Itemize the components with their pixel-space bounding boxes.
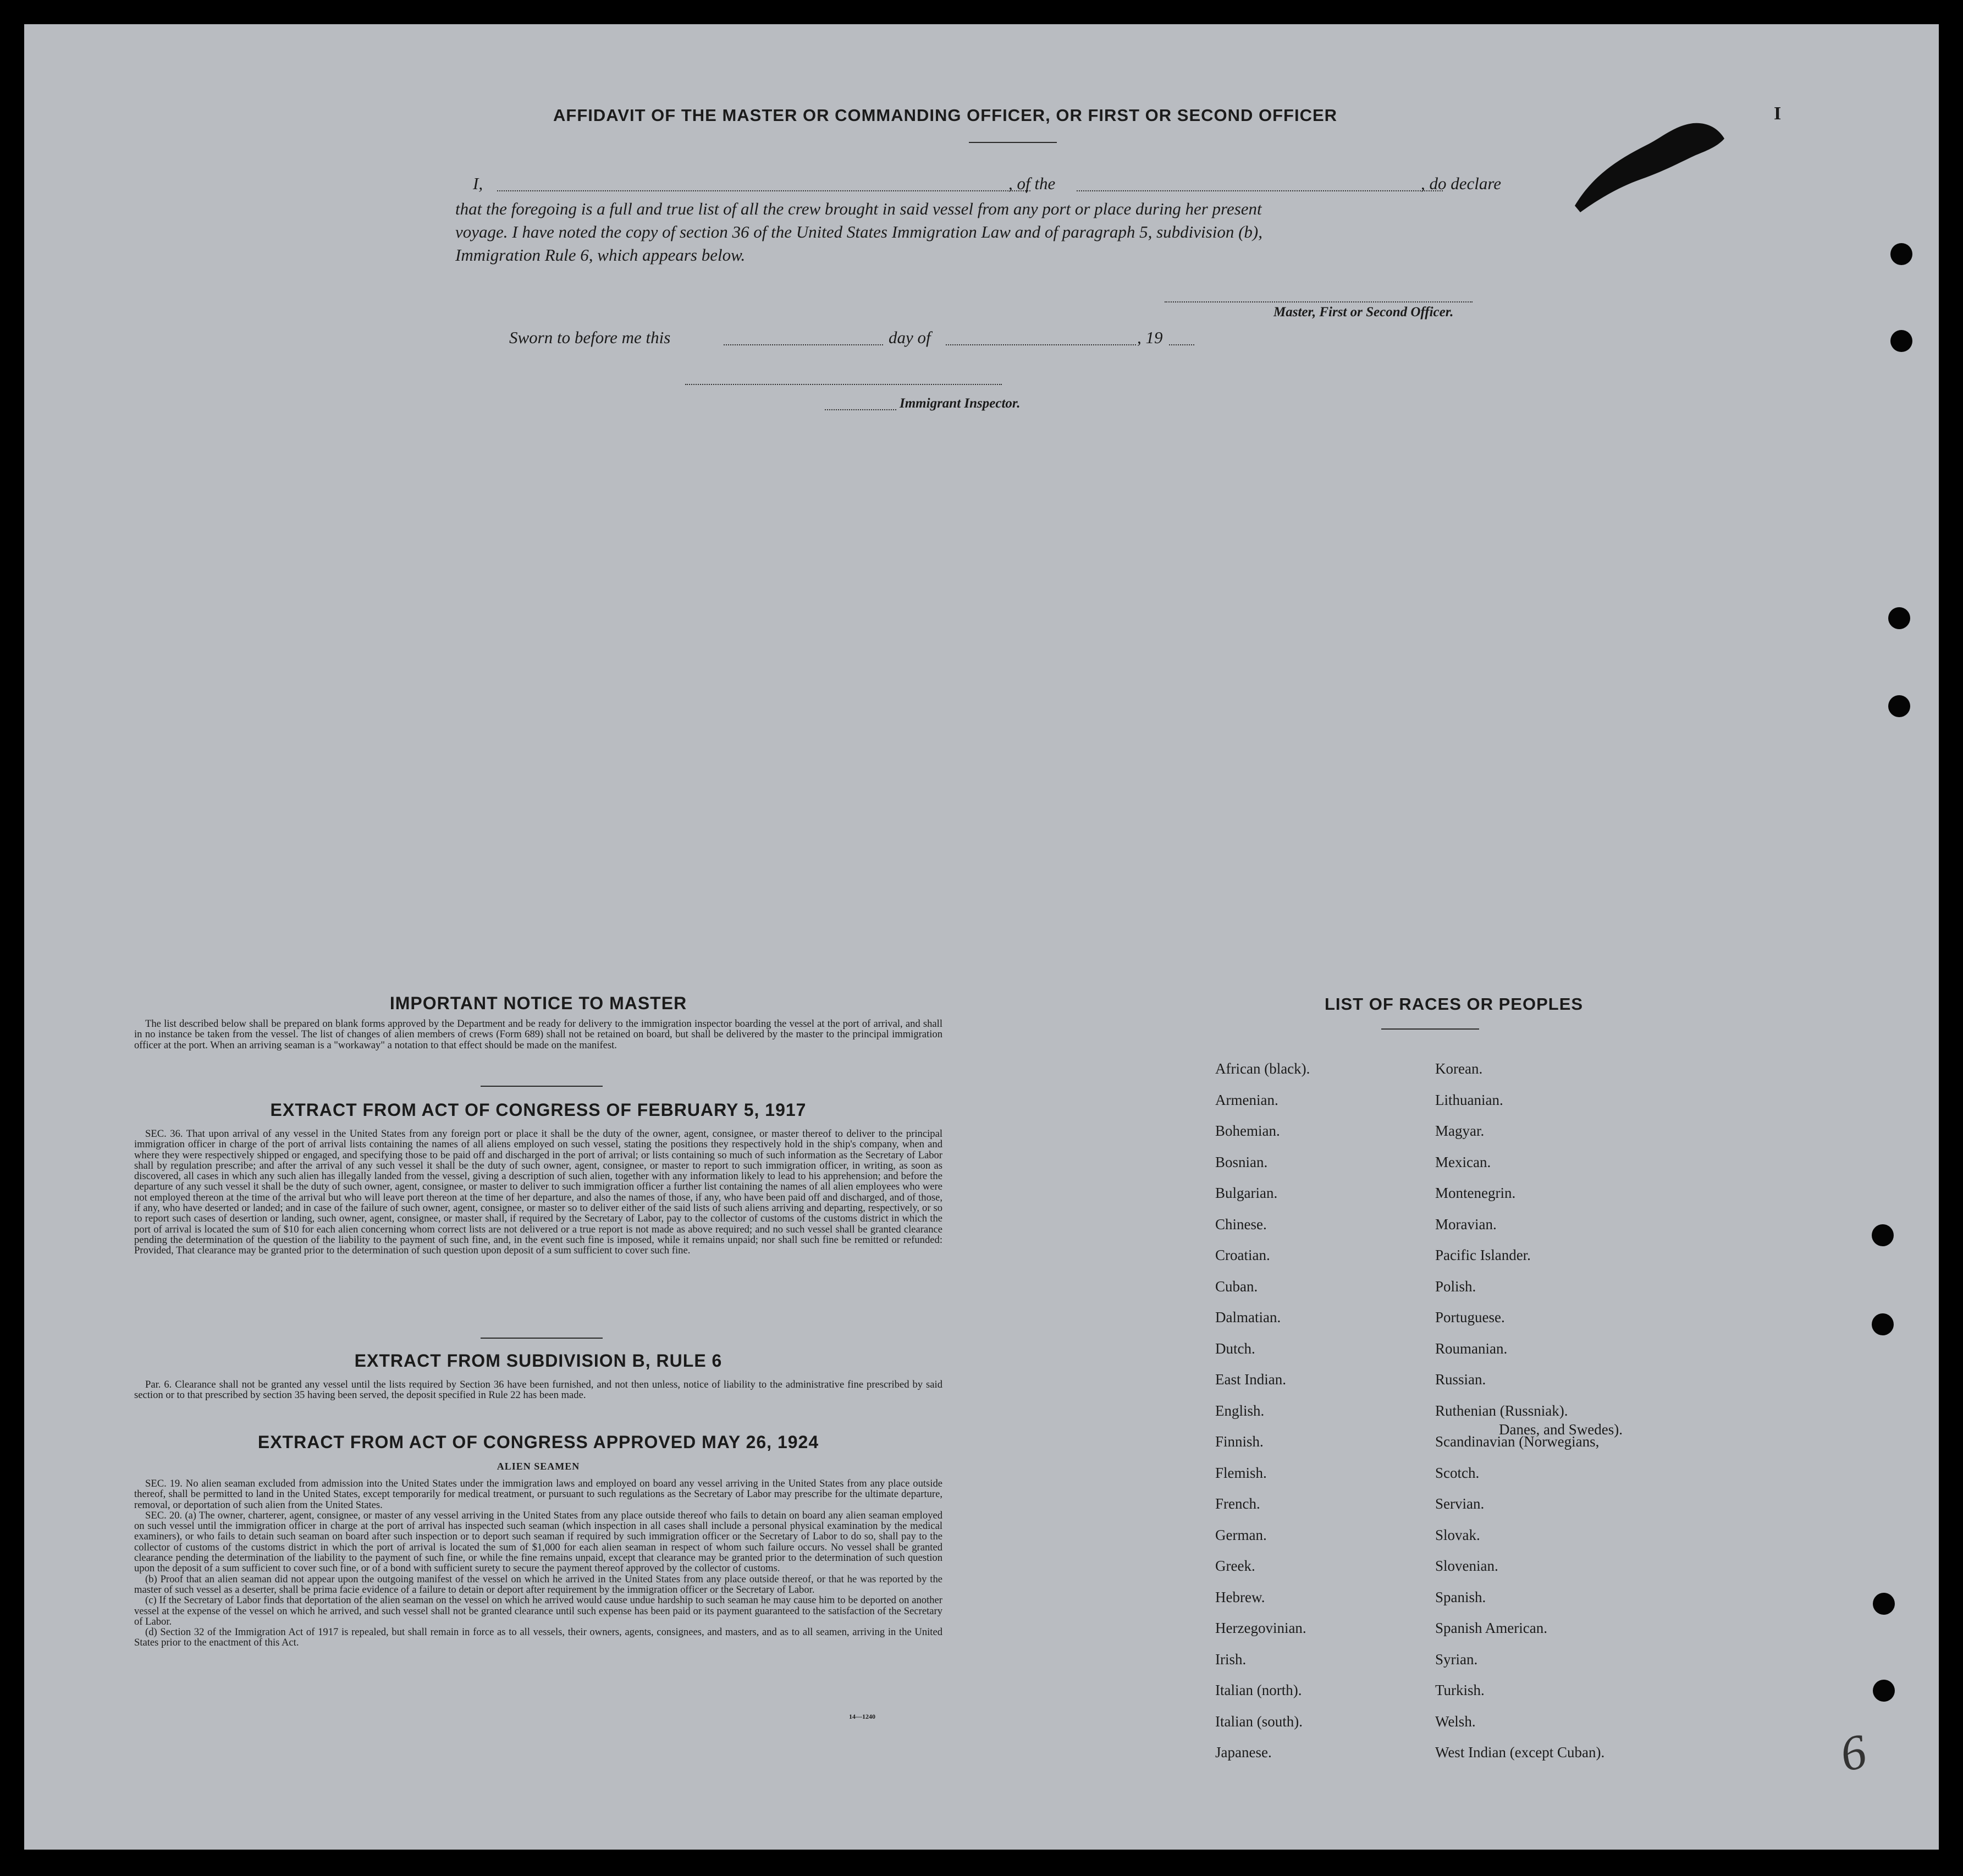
inspector-blank-short <box>825 409 896 410</box>
affidavit-statement-3: Immigration Rule 6, which appears below. <box>455 245 746 265</box>
affidavit-do-declare: , do declare <box>1421 174 1502 193</box>
race-right-item: Turkish. <box>1435 1682 1485 1698</box>
race-left-item: Bohemian. <box>1215 1123 1280 1139</box>
races-title-rule <box>1381 1028 1479 1030</box>
year-text: , 19 <box>1137 328 1163 347</box>
extract-1924-text <box>134 1478 942 1648</box>
affidavit-i: I, <box>473 174 483 193</box>
binder-hole <box>1888 607 1910 629</box>
affidavit-statement-1: that the foregoing is a full and true list of all the crew brought in said vessel from any port or place during her present <box>455 199 1262 218</box>
race-left-item: Dalmatian. <box>1215 1309 1281 1325</box>
extract-1917-rule <box>481 1338 603 1339</box>
race-left-item: German. <box>1215 1526 1267 1543</box>
sec19-paragraph: SEC. 19. No alien seaman excluded from admission into the United States under the immigration laws and employed on board any vessel arriving in the United States from any place outside thereof, shall be permitted to land in the United States, except temporarily for medical treatment, or pursuant to such regulations as the Secretary of Labor may prescribe for the ultimate departure, removal, or deportation of such alien from the United States. <box>134 1478 942 1511</box>
inspector-blank <box>685 384 1002 385</box>
binder-hole <box>1873 1593 1895 1615</box>
race-left-item: French. <box>1215 1495 1260 1512</box>
extract-1924-title: EXTRACT FROM ACT OF CONGRESS APPROVED MAY 26, 1924 <box>257 1432 819 1452</box>
race-right-item: Slovak. <box>1435 1526 1480 1543</box>
race-left-item: Armenian. <box>1215 1091 1278 1108</box>
race-right-item: Magyar. <box>1435 1123 1485 1139</box>
binder-hole <box>1872 1224 1894 1246</box>
race-left-item: Hebrew. <box>1215 1588 1265 1605</box>
sec20c-paragraph: (c) If the Secretary of Labor finds that deportation of the alien seaman on the vessel on which he arrived would cause undue hardship to such seaman he may cause him to be deported on another vessel at the expense of the vessel on which he arrived, and such vessel shall not be granted clearance until such expense has been paid or its payment guaranteed to the satisfaction of the Secretary of Labor. <box>134 1594 942 1627</box>
affidavit-title: AFFIDAVIT OF THE MASTER OR COMMANDING OFFICER, OR FIRST OR SECOND OFFICER <box>553 106 1338 125</box>
race-left-item: African (black). <box>1215 1060 1310 1077</box>
notice-text <box>134 1019 942 1050</box>
binder-hole <box>1888 695 1910 717</box>
race-right-item: Syrian. <box>1435 1651 1478 1668</box>
sec20b-paragraph: (b) Proof that an alien seaman did not appear upon the outgoing manifest of the vessel on which he arrived in the United States from any place outside thereof, or that he was reported by the master of such vessel as a deserter, shall be prima facie evidence of a failure to detain or deport after requirement by the immigration officer or the Secretary of Labor. <box>134 1573 942 1596</box>
race-left-item: Chinese. <box>1215 1215 1267 1233</box>
notice-paragraph: The list described below shall be prepared on blank forms approved by the Department and be ready for delivery to the immigration inspector boarding the vessel at the port of arrival, and shall in no instance be taken from the vessel. The list of changes of alien members of crews (Form 689) shall not be retained on board, but shall be delivered by the master to the principal immigration officer at the port. When an arriving seaman is a "workaway" a notation to that effect should be made on the manifest. <box>134 1018 942 1051</box>
extract-1917-text <box>134 1129 942 1256</box>
notice-rule <box>481 1086 603 1087</box>
race-right-item: West Indian (except Cuban). <box>1435 1744 1605 1761</box>
race-left-item: Italian (south). <box>1215 1713 1303 1730</box>
race-right-item: Montenegrin. <box>1435 1185 1516 1201</box>
race-left-item: Japanese. <box>1215 1744 1272 1761</box>
extract-1917-title: EXTRACT FROM ACT OF CONGRESS OF FEBRUARY 5, 1917 <box>270 1100 807 1120</box>
vessel-blank <box>1077 190 1443 191</box>
race-right-item: Spanish. <box>1435 1588 1486 1605</box>
race-left-item: Flemish. <box>1215 1464 1267 1481</box>
sworn-text: Sworn to before me this <box>509 328 671 347</box>
binder-hole <box>1890 330 1912 352</box>
name-blank <box>497 190 1030 191</box>
page-mark: I <box>1774 103 1782 124</box>
race-right-item: Korean. <box>1435 1060 1483 1077</box>
affidavit-statement-2: voyage. I have noted the copy of section 36 of the United States Immigration Law and of paragraph 5, subdivision (b), <box>455 222 1262 241</box>
ink-blot <box>1569 112 1729 222</box>
extract-rule6-title: EXTRACT FROM SUBDIVISION B, RULE 6 <box>354 1351 723 1371</box>
race-left-item: Irish. <box>1215 1651 1247 1668</box>
race-right-item: Polish. <box>1435 1278 1476 1295</box>
race-right-item: Scandinavian (Norwegians, <box>1435 1433 1600 1450</box>
race-left-item: Greek. <box>1215 1558 1255 1574</box>
extract-1917-paragraph: SEC. 36. That upon arrival of any vessel in the United States from any foreign port or place it shall be the duty of the owner, agent, consignee, or master thereof to deliver to the principal immigration officer in charge of the port of arrival lists containing the names of all aliens employed on such vessel, stating the positions they respectively hold in the ship's company, when and where they were respectively shipped or engaged, and specifying those to be paid off and discharged in the port of arrival; or lists containing so much of such information as the Secretary of Labor shall by regulation prescribe; and after the arrival of any such vessel it shall be the duty of such owner, agent, consignee, or master to report to such immigration officer, in writing, as soon as discovered, all cases in which any such alien has illegally landed from the vessel, giving a description of such alien, together with any information likely to lead to his apprehension; and before the departure of any such vessel it shall be the duty of such owner, agent, consignee, or master to deliver to such immigration officer a further list containing the names of all alien employees who were not employed thereon at the time of the arrival but who will leave port thereon at the time of her departure, and also the names of those, if any, who have been paid off and discharged, and of those, if any, who have deserted or landed; and in case of the failure of such owner, agent, consignee, or master so to deliver either of the said lists of such aliens arriving and departing, respectively, or so to report such cases of desertion or landing, such owner, agent, consignee, or master shall, if required by the Secretary of Labor, pay to the collector of customs of the customs district in which the port of arrival is located the sum of $10 for each alien concerning whom correct lists are not delivered or a true report is not made as above required; and no such vessel shall be granted clearance pending the determination of the question of the liability to the payment of such fine, and, in the event such fine is imposed, while it remains unpaid; nor shall such fine be remitted or refunded: Provided, That clearance may be granted prior to the determination of such question upon deposit of a sum sufficient to cover such fine. <box>134 1128 942 1257</box>
race-right-item: Mexican. <box>1435 1153 1491 1170</box>
day-of-text: day of <box>889 328 931 347</box>
race-left-item: Finnish. <box>1215 1433 1264 1450</box>
race-left-item: Dutch. <box>1215 1340 1255 1357</box>
binder-hole <box>1872 1313 1894 1335</box>
signature-blank <box>1165 301 1473 302</box>
races-title: LIST OF RACES OR PEOPLES <box>1324 994 1584 1014</box>
form-number: 14—1240 <box>849 1713 875 1720</box>
race-right-item: Welsh. <box>1435 1713 1476 1730</box>
race-left-item: Cuban. <box>1215 1278 1258 1295</box>
race-right-item: Portuguese. <box>1435 1309 1505 1325</box>
race-left-item: East Indian. <box>1215 1371 1286 1388</box>
extract-rule6-paragraph: Par. 6. Clearance shall not be granted any vessel until the lists required by Section 36 have been furnished, and not then unless, notice of liability to the administrative fine prescribed by said section or to that prescribed by section 35 having been served, the deposit specified in Rule 22 has been made. <box>134 1379 942 1401</box>
race-right-item: Russian. <box>1435 1371 1486 1388</box>
race-left-item: Bulgarian. <box>1215 1185 1278 1201</box>
race-left-item: Croatian. <box>1215 1247 1270 1263</box>
race-left-item: Bosnian. <box>1215 1153 1268 1170</box>
race-left-item: Italian (north). <box>1215 1682 1302 1698</box>
binder-hole <box>1873 1680 1895 1702</box>
race-left-item: English. <box>1215 1402 1265 1419</box>
race-left-item: Herzegovinian. <box>1215 1620 1306 1636</box>
sec20a-paragraph: SEC. 20. (a) The owner, charterer, agent, consignee, or master of any vessel arriving in the United States from any place outside thereof who fails to detain on board any alien seaman employed on such vessel until the immigration officer in charge at the port of arrival has inspected such seaman (which inspection in all cases shall include a personal physical examination by the medical examiners), or who fails to detain such seaman on board after such inspection or to deport such seaman if required by such immigration officer or the Secretary of Labor to do so, shall pay to the collector of customs of the customs district in which the port of arrival is located the sum of $1,000 for each alien seaman in respect of whom such failure occurs. No vessel shall be granted clearance pending the determination of the liability to the payment of such fine, or while the fine remains unpaid, except that clearance may be granted prior to the determination of such question upon the deposit of a sum sufficient to cover such fine, or of a bond with sufficient surety to secure the payment thereof approved by the collector of customs. <box>134 1509 942 1575</box>
affidavit-title-rule <box>969 142 1057 143</box>
race-right-item: Slovenian. <box>1435 1558 1498 1574</box>
race-right-item: Ruthenian (Russniak). <box>1435 1402 1568 1419</box>
document-page <box>24 24 1939 1850</box>
race-right-item: Spanish American. <box>1435 1620 1547 1636</box>
handwritten-mark: 6 <box>1835 1724 1871 1783</box>
race-right-item: Lithuanian. <box>1435 1091 1503 1108</box>
binder-hole <box>1890 243 1912 265</box>
sworn-day-blank <box>724 344 883 345</box>
extract-rule6-text <box>134 1379 942 1401</box>
race-right-item: Servian. <box>1435 1495 1485 1512</box>
race-right-item: Roumanian. <box>1435 1340 1508 1357</box>
sworn-month-blank <box>946 344 1136 345</box>
signature-caption: Master, First or Second Officer. <box>1273 305 1454 320</box>
sec20d-paragraph: (d) Section 32 of the Immigration Act of 1917 is repealed, but shall remain in force as to all vessels, their owners, agents, consignees, and masters, and as to all seamen, arriving in the United States prior to the enactment of this Act. <box>134 1626 942 1649</box>
race-right-continuation: Danes, and Swedes). <box>1499 1421 1623 1438</box>
race-right-item: Scotch. <box>1435 1464 1480 1481</box>
race-right-item: Pacific Islander. <box>1435 1247 1531 1263</box>
notice-title: IMPORTANT NOTICE TO MASTER <box>389 993 687 1013</box>
year-blank <box>1169 344 1194 345</box>
alien-seamen-subtitle: ALIEN SEAMEN <box>497 1461 580 1472</box>
race-right-item: Moravian. <box>1435 1215 1497 1233</box>
inspector-caption: Immigrant Inspector. <box>900 396 1021 411</box>
affidavit-of-the: , of the <box>1008 174 1056 193</box>
